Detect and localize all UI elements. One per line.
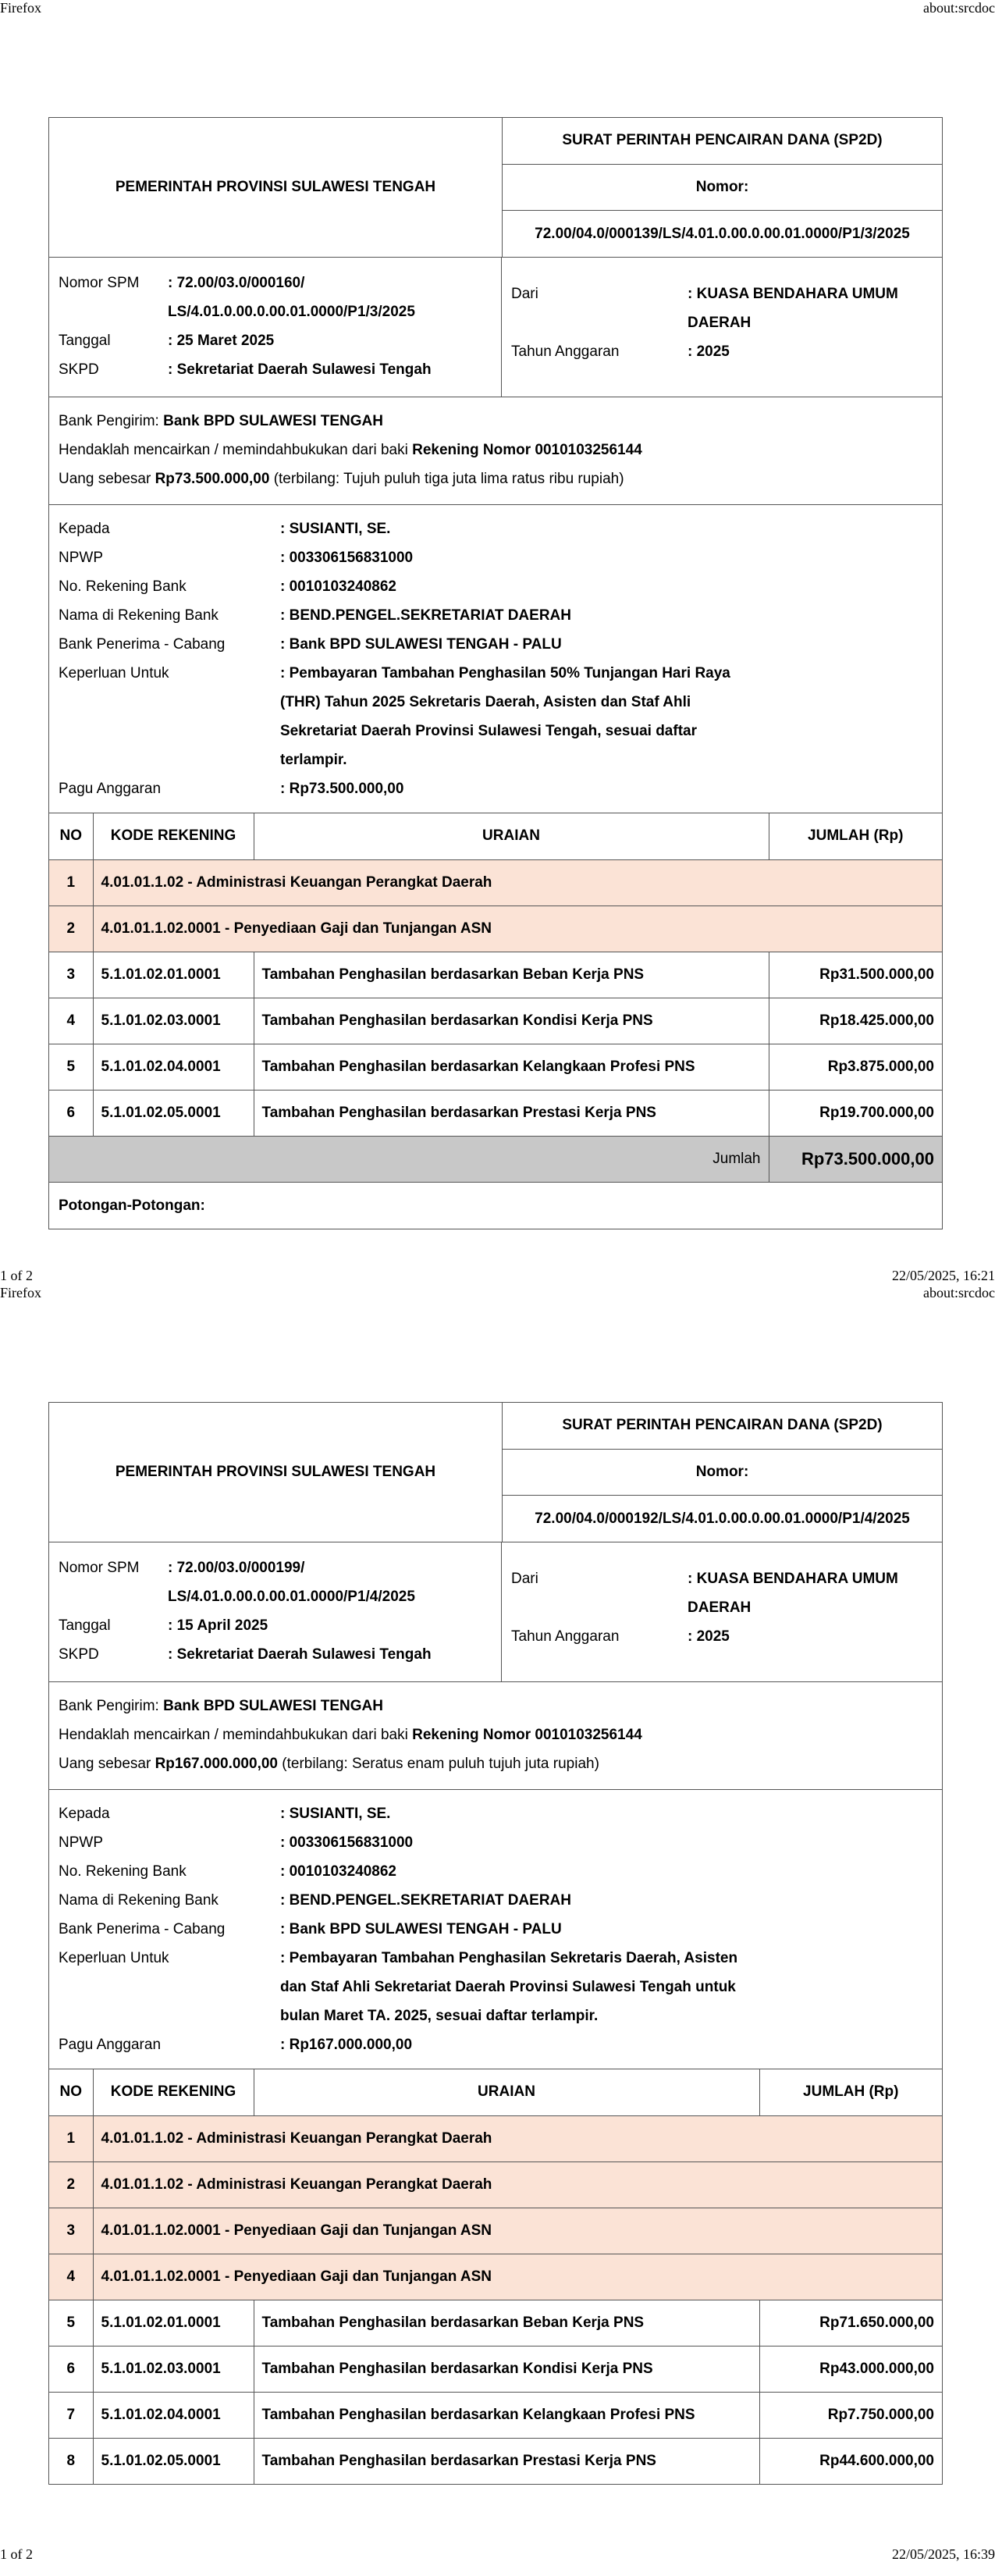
- col-no: NO: [49, 813, 93, 859]
- footer-time: 22/05/2025, 16:21: [891, 1268, 995, 1283]
- tahun-value: : 2025: [688, 1628, 730, 1645]
- bank-pengirim-label: Bank Pengirim:: [59, 413, 159, 429]
- keperluan-label: Keperluan Untuk: [59, 665, 169, 681]
- npwp-value: : 003306156831000: [280, 550, 414, 566]
- cabang-label: Bank Penerima - Cabang: [59, 636, 226, 653]
- row-no: 4: [49, 2254, 93, 2300]
- doc-header: [49, 118, 942, 258]
- potongan-heading: Potongan-Potongan:: [59, 1197, 205, 1214]
- tanggal-label: Tanggal: [59, 1617, 111, 1634]
- dari-value-cont: DAERAH: [688, 1599, 752, 1616]
- rek-value: : 0010103240862: [280, 578, 396, 595]
- dari-value: : KUASA BENDAHARA UMUM: [688, 286, 898, 302]
- row-code: 5.1.01.02.03.0001: [93, 998, 254, 1044]
- bank-section: [49, 397, 942, 505]
- doc-title: SURAT PERINTAH PENCAIRAN DANA (SP2D): [503, 118, 942, 165]
- nomor-label: Nomor:: [503, 1450, 942, 1496]
- keperluan-label: Keperluan Untuk: [59, 1950, 169, 1966]
- nama-rek-label: Nama di Rekening Bank: [59, 1892, 219, 1909]
- sp2d-document-1: [48, 117, 943, 1229]
- table-row: [49, 2300, 942, 2346]
- keperluan-line: terlampir.: [280, 752, 347, 768]
- instruction-text: Hendaklah mencairkan / memindahbukukan dari baki: [59, 1727, 408, 1743]
- footer-time: 22/05/2025, 16:39: [891, 2546, 995, 2562]
- row-no: 5: [49, 2300, 93, 2346]
- row-desc: Tambahan Penghasilan berdasarkan Kelangkaan Profesi PNS: [254, 2392, 759, 2438]
- row-no: 3: [49, 2208, 93, 2254]
- row-program: 4.01.01.1.02.0001 - Penyediaan Gaji dan Tunjangan ASN: [93, 2208, 942, 2254]
- footer-page: 1 of 2: [0, 2546, 33, 2562]
- rekening-table: [49, 813, 942, 1182]
- npwp-value: : 003306156831000: [280, 1834, 414, 1851]
- row-desc: Tambahan Penghasilan berdasarkan Kondisi Kerja PNS: [254, 998, 769, 1044]
- row-code: 5.1.01.02.01.0001: [93, 2300, 254, 2346]
- row-no: 2: [49, 906, 93, 952]
- row-amount: Rp18.425.000,00: [769, 998, 942, 1044]
- doc-title: SURAT PERINTAH PENCAIRAN DANA (SP2D): [503, 1403, 942, 1450]
- keperluan-line: bulan Maret TA. 2025, sesuai daftar terlampir.: [280, 2008, 599, 2024]
- amount-terbilang: (terbilang: Seratus enam puluh tujuh juta rupiah): [282, 1756, 599, 1772]
- row-program: 4.01.01.1.02 - Administrasi Keuangan Perangkat Daerah: [93, 2115, 942, 2161]
- npwp-label: NPWP: [59, 550, 103, 566]
- row-amount: Rp71.650.000,00: [759, 2300, 942, 2346]
- row-no: 7: [49, 2392, 93, 2438]
- table-row: [49, 952, 942, 998]
- dari-label: Dari: [511, 286, 538, 302]
- kepada-value: : SUSIANTI, SE.: [280, 521, 391, 537]
- table-row: [49, 2438, 942, 2484]
- row-program: 4.01.01.1.02.0001 - Penyediaan Gaji dan Tunjangan ASN: [93, 906, 942, 952]
- bank-pengirim-value: Bank BPD SULAWESI TENGAH: [163, 413, 383, 429]
- amount-terbilang: (terbilang: Tujuh puluh tiga juta lima ratus ribu rupiah): [273, 471, 624, 487]
- skpd-value: : Sekretariat Daerah Sulawesi Tengah: [168, 1646, 432, 1663]
- cabang-value: : Bank BPD SULAWESI TENGAH - PALU: [280, 636, 562, 653]
- table-row: [49, 2254, 942, 2300]
- browser-name: Firefox: [0, 1285, 41, 1300]
- row-desc: Tambahan Penghasilan berdasarkan Beban Kerja PNS: [254, 2300, 759, 2346]
- row-amount: Rp3.875.000,00: [769, 1044, 942, 1090]
- amount-value: Rp73.500.000,00: [155, 471, 270, 487]
- sp2d-document-2: [48, 1402, 943, 2485]
- source-account: Rekening Nomor 0010103256144: [412, 442, 642, 458]
- spm-value: : 72.00/03.0/000199/: [168, 1560, 305, 1576]
- row-desc: Tambahan Penghasilan berdasarkan Beban Kerja PNS: [254, 952, 769, 998]
- spm-label: Nomor SPM: [59, 275, 140, 291]
- tahun-value: : 2025: [688, 343, 730, 360]
- tahun-label: Tahun Anggaran: [511, 343, 620, 360]
- skpd-value: : Sekretariat Daerah Sulawesi Tengah: [168, 361, 432, 378]
- keperluan-value: [280, 659, 764, 774]
- row-code: 5.1.01.02.05.0001: [93, 2438, 254, 2484]
- spm-value-cont: LS/4.01.0.00.0.00.01.0000/P1/4/2025: [168, 1589, 415, 1605]
- rek-label: No. Rekening Bank: [59, 578, 187, 595]
- cabang-label: Bank Penerima - Cabang: [59, 1921, 226, 1937]
- table-row: [49, 1090, 942, 1136]
- info-section: [49, 258, 942, 397]
- keperluan-value: [280, 1944, 764, 2030]
- bank-pengirim-value: Bank BPD SULAWESI TENGAH: [163, 1698, 383, 1714]
- kepada-value: : SUSIANTI, SE.: [280, 1806, 391, 1822]
- row-amount: Rp19.700.000,00: [769, 1090, 942, 1136]
- total-label: Jumlah: [49, 1136, 769, 1182]
- row-no: 1: [49, 2115, 93, 2161]
- pagu-label: Pagu Anggaran: [59, 2037, 162, 2053]
- browser-name: Firefox: [0, 0, 41, 16]
- tanggal-value: : 25 Maret 2025: [168, 333, 275, 349]
- table-row: [49, 859, 942, 906]
- keperluan-line: (THR) Tahun 2025 Sekretaris Daerah, Asisten dan Staf Ahli: [280, 694, 691, 710]
- row-no: 6: [49, 1090, 93, 1136]
- total-row: [49, 1136, 942, 1182]
- keperluan-line: : Pembayaran Tambahan Penghasilan Sekretaris Daerah, Asisten: [280, 1950, 738, 1966]
- rekening-table-wrap: [49, 2069, 942, 2484]
- skpd-label: SKPD: [59, 361, 99, 378]
- row-no: 2: [49, 2161, 93, 2208]
- col-uraian: URAIAN: [254, 2069, 759, 2115]
- row-code: 5.1.01.02.01.0001: [93, 952, 254, 998]
- source-account: Rekening Nomor 0010103256144: [412, 1727, 642, 1743]
- bank-pengirim-label: Bank Pengirim:: [59, 1698, 159, 1714]
- table-row: [49, 2115, 942, 2161]
- amount-prefix: Uang sebesar: [59, 471, 151, 487]
- instruction-text: Hendaklah mencairkan / memindahbukukan dari baki: [59, 442, 408, 458]
- row-amount: Rp7.750.000,00: [759, 2392, 942, 2438]
- col-kode: KODE REKENING: [93, 813, 254, 859]
- row-desc: Tambahan Penghasilan berdasarkan Kondisi Kerja PNS: [254, 2346, 759, 2392]
- nama-rek-value: : BEND.PENGEL.SEKRETARIAT DAERAH: [280, 607, 571, 624]
- dari-value-cont: DAERAH: [688, 315, 752, 331]
- rek-label: No. Rekening Bank: [59, 1863, 187, 1880]
- row-no: 5: [49, 1044, 93, 1090]
- pagu-value: : Rp73.500.000,00: [280, 781, 404, 797]
- table-row: [49, 2161, 942, 2208]
- col-no: NO: [49, 2069, 93, 2115]
- spm-value: : 72.00/03.0/000160/: [168, 275, 305, 291]
- dari-value: : KUASA BENDAHARA UMUM: [688, 1571, 898, 1587]
- spm-value-cont: LS/4.01.0.00.0.00.01.0000/P1/3/2025: [168, 304, 415, 320]
- info-section: [49, 1542, 942, 1682]
- table-row: [49, 998, 942, 1044]
- payee-section: [49, 505, 942, 813]
- table-row: [49, 2208, 942, 2254]
- row-desc: Tambahan Penghasilan berdasarkan Prestasi Kerja PNS: [254, 1090, 769, 1136]
- rekening-table: [49, 2069, 942, 2484]
- table-row: [49, 906, 942, 952]
- payee-section: [49, 1790, 942, 2069]
- nomor-value: 72.00/04.0/000192/LS/4.01.0.00.0.00.01.0000/P1/4/2025: [535, 1510, 910, 1527]
- total-value: Rp73.500.000,00: [769, 1136, 942, 1182]
- tahun-label: Tahun Anggaran: [511, 1628, 620, 1645]
- pagu-value: : Rp167.000.000,00: [280, 2037, 413, 2053]
- table-header-row: [49, 813, 942, 859]
- kepada-label: Kepada: [59, 521, 110, 537]
- table-header-row: [49, 2069, 942, 2115]
- keperluan-line: Sekretariat Daerah Provinsi Sulawesi Tengah, sesuai daftar: [280, 723, 697, 739]
- row-code: 5.1.01.02.05.0001: [93, 1090, 254, 1136]
- row-desc: Tambahan Penghasilan berdasarkan Prestasi Kerja PNS: [254, 2438, 759, 2484]
- table-row: [49, 1044, 942, 1090]
- row-amount: Rp31.500.000,00: [769, 952, 942, 998]
- org-name: PEMERINTAH PROVINSI SULAWESI TENGAH: [49, 118, 503, 257]
- row-code: 5.1.01.02.03.0001: [93, 2346, 254, 2392]
- nama-rek-value: : BEND.PENGEL.SEKRETARIAT DAERAH: [280, 1892, 571, 1909]
- tanggal-label: Tanggal: [59, 333, 111, 349]
- row-amount: Rp44.600.000,00: [759, 2438, 942, 2484]
- col-uraian: URAIAN: [254, 813, 769, 859]
- bank-section: [49, 1682, 942, 1790]
- browser-url: about:srcdoc: [923, 1285, 995, 1300]
- spm-label: Nomor SPM: [59, 1560, 140, 1576]
- row-program: 4.01.01.1.02 - Administrasi Keuangan Perangkat Daerah: [93, 2161, 942, 2208]
- dari-label: Dari: [511, 1571, 538, 1587]
- doc-header: [49, 1403, 942, 1542]
- row-desc: Tambahan Penghasilan berdasarkan Kelangkaan Profesi PNS: [254, 1044, 769, 1090]
- row-program: 4.01.01.1.02.0001 - Penyediaan Gaji dan Tunjangan ASN: [93, 2254, 942, 2300]
- kepada-label: Kepada: [59, 1806, 110, 1822]
- row-amount: Rp43.000.000,00: [759, 2346, 942, 2392]
- nomor-value: 72.00/04.0/000139/LS/4.01.0.00.0.00.01.0000/P1/3/2025: [535, 225, 910, 242]
- tanggal-value: : 15 April 2025: [168, 1617, 268, 1634]
- browser-url: about:srcdoc: [923, 0, 995, 16]
- footer-page: 1 of 2: [0, 1268, 33, 1283]
- nomor-label: Nomor:: [503, 165, 942, 212]
- row-no: 1: [49, 859, 93, 906]
- cabang-value: : Bank BPD SULAWESI TENGAH - PALU: [280, 1921, 562, 1937]
- row-no: 4: [49, 998, 93, 1044]
- rek-value: : 0010103240862: [280, 1863, 396, 1880]
- keperluan-line: dan Staf Ahli Sekretariat Daerah Provinsi Sulawesi Tengah untuk: [280, 1979, 736, 1995]
- row-program: 4.01.01.1.02 - Administrasi Keuangan Perangkat Daerah: [93, 859, 942, 906]
- keperluan-line: : Pembayaran Tambahan Penghasilan 50% Tunjangan Hari Raya: [280, 665, 730, 681]
- col-jumlah: JUMLAH (Rp): [759, 2069, 942, 2115]
- amount-value: Rp167.000.000,00: [155, 1756, 278, 1772]
- skpd-label: SKPD: [59, 1646, 99, 1663]
- table-row: [49, 2346, 942, 2392]
- nama-rek-label: Nama di Rekening Bank: [59, 607, 219, 624]
- col-kode: KODE REKENING: [93, 2069, 254, 2115]
- row-code: 5.1.01.02.04.0001: [93, 1044, 254, 1090]
- row-code: 5.1.01.02.04.0001: [93, 2392, 254, 2438]
- row-no: 8: [49, 2438, 93, 2484]
- row-no: 3: [49, 952, 93, 998]
- row-no: 6: [49, 2346, 93, 2392]
- table-row: [49, 2392, 942, 2438]
- rekening-table-wrap: [49, 813, 942, 1183]
- amount-prefix: Uang sebesar: [59, 1756, 151, 1772]
- col-jumlah: JUMLAH (Rp): [769, 813, 942, 859]
- pagu-label: Pagu Anggaran: [59, 781, 162, 797]
- org-name: PEMERINTAH PROVINSI SULAWESI TENGAH: [49, 1403, 503, 1542]
- npwp-label: NPWP: [59, 1834, 103, 1851]
